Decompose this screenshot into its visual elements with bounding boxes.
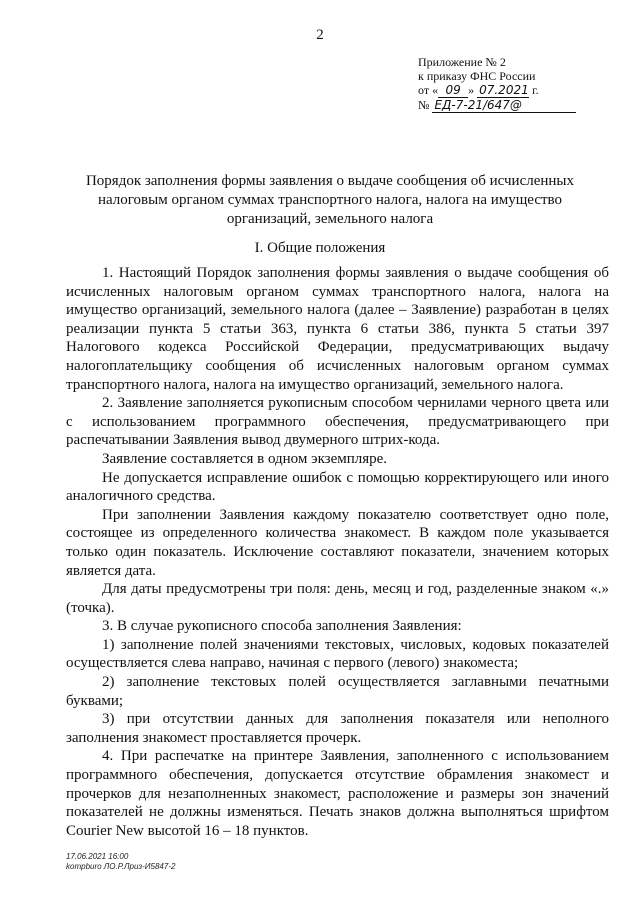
paragraph: 1) заполнение полей значениями текстовых, числовых, кодовых показателей осуществляется слева направо, начиная с первого (левого) знакоместа;	[66, 636, 609, 672]
appendix-block	[418, 55, 618, 113]
paragraph: При заполнении Заявления каждому показателю соответствует одно поле, состоящее из определенного количества знакомест. В каждом поле указывается только один показатель. Исключение составляют показатели, значением которых является дата.	[66, 506, 609, 579]
document-body	[66, 264, 609, 840]
number-prefix: №	[418, 98, 430, 112]
paragraph: 2. Заявление заполняется рукописным способом чернилами черного цвета или с использованием программного обеспечения, предусматривающего при распечатывании Заявления вывод двумерного штрих-кода.	[66, 395, 609, 449]
order-number-line	[418, 98, 618, 113]
footer-stamp	[66, 852, 175, 872]
footer-timestamp: 17.06.2021 16:00	[66, 852, 129, 861]
order-reference: к приказу ФНС России	[418, 69, 536, 83]
order-date-day: 09	[438, 84, 468, 98]
order-number: ЕД-7-21/647@	[432, 99, 576, 113]
order-date-line	[418, 83, 618, 98]
paragraph: 3) при отсутствии данных для заполнения показателя или неполного заполнения знакомест проставляется прочерк.	[66, 711, 609, 746]
appendix-label: Приложение № 2	[418, 55, 506, 69]
date-prefix: от «	[418, 83, 439, 97]
paragraph: Не допускается исправление ошибок с помощью корректирующего или иного аналогичного средства.	[66, 469, 609, 505]
page-number: 2	[316, 27, 324, 43]
paragraph: 4. При распечатке на принтере Заявления, заполненного с использованием программного обеспечения, допускается отсутствие обрамления знакомест и прочерков для незаполненных знакомест, расположение и размеры зон значений показателей не должны изменяться. Печать знаков должна выполняться шрифтом Courier New высотой 16 – 18 пунктов.	[66, 748, 609, 839]
paragraph: 2) заполнение текстовых полей осуществляется заглавными печатными буквами;	[66, 674, 609, 709]
paragraph: 1. Настоящий Порядок заполнения формы заявления о выдаче сообщения об исчисленных налоговым органом суммах транспортного налога, налога на имущество организаций, земельного налога (далее – Заявление) разработан в целях реализации пункта 5 статьи 363, пункта 6 статьи 386, пункта 5 статьи 397 Налогового кодекса Российской Федерации, предусматривающих выдачу налогоплательщику сообщения об исчисленных налоговым органом суммах транспортного налога, налога на имущество организаций, земельного налога.	[66, 265, 609, 393]
date-suffix: г.	[532, 83, 539, 97]
order-date-month-year: 07.2021	[479, 83, 529, 97]
document-title: Порядок заполнения формы заявления о выдаче сообщения об исчисленных налоговым органом суммах транспортного налога, налога на имущество организаций, земельного налога	[85, 173, 575, 227]
paragraph: Заявление составляется в одном экземпляре.	[102, 450, 388, 467]
footer-file-id: kompburo ЛО.Р.Лриз-И5847-2	[66, 862, 176, 871]
date-separator: »	[468, 83, 475, 97]
section-heading: I. Общие положения	[254, 240, 386, 256]
paragraph: 3. В случае рукописного способа заполнения Заявления:	[102, 618, 462, 635]
paragraph: Для даты предусмотрены три поля: день, месяц и год, разделенные знаком «.» (точка).	[66, 581, 609, 616]
